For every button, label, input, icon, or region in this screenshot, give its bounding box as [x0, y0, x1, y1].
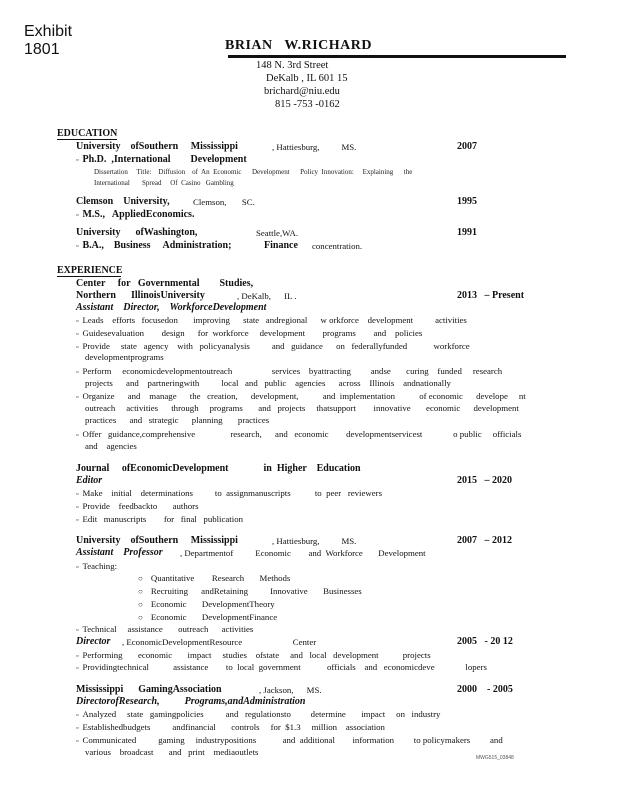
job1-bullet-4-cont: projects and partneringwith local and public agencies across Illinois andnationally — [85, 378, 451, 388]
city-line: DeKalb , IL 601 15 — [266, 73, 348, 84]
job3-title: Assistant Professor — [76, 547, 163, 558]
course-3: ○ Economic DevelopmentTheory — [138, 599, 275, 609]
job3-bullet-technical: ▫ Technical assistance outreach activities — [76, 624, 253, 634]
job1-bullet-3: ▫ Provide state agency with policyanalysis and guidance on federallyfunded workforce — [76, 341, 470, 351]
job4-title: Director — [76, 636, 111, 647]
email-address: brichard@niu.edu — [264, 86, 340, 97]
job5-bullet-3-cont: various broadcast and print mediaoutlets — [85, 747, 259, 757]
edu3-concentration: concentration. — [312, 241, 363, 251]
resume-name: BRIAN W.RICHARD — [225, 38, 372, 53]
job3-bullet-teaching: ▫ Teaching: — [76, 561, 117, 571]
exhibit-number: 1801 — [24, 41, 60, 58]
edu1-degree: ▫ Ph.D. ,International Development — [76, 154, 247, 165]
job1-bullet-2: ▫ Guidesevaluation design for workforce development programs and policies — [76, 328, 422, 338]
job5-bullet-2: ▫ Establishedbudgets andfinancial controls for $1.3 million association — [76, 722, 385, 732]
edu1-dissertation-2: International Spread Of Casino Gambling — [94, 179, 234, 187]
job1-dates: 2013 – Present — [457, 290, 525, 301]
bates-stamp: MWG515_03848 — [476, 755, 514, 761]
edu3-school: University ofWashington, — [76, 227, 198, 238]
street-address: 148 N. 3rd Street — [256, 60, 329, 71]
job1-bullet-5-cont2: practices and strategic planning practices — [85, 415, 270, 425]
job2-title: Editor — [76, 475, 103, 486]
edu2-degree: ▫ M.S., AppliedEconomics. — [76, 209, 194, 220]
job3-dates: 2007 – 2012 — [457, 535, 512, 546]
edu1-year: 2007 — [457, 141, 477, 152]
course-2: ○ Recruiting andRetaining Innovative Businesses — [138, 586, 362, 596]
job5-bullet-3: ▫ Communicated gaming industrypositions and additional information to policymakers and — [76, 735, 503, 745]
job5-location: , Jackson, MS. — [259, 685, 322, 695]
job1-bullet-1: ▫ Leads efforts focusedon improving state andregional w orkforce development activities — [76, 315, 467, 325]
job5-bullet-1: ▫ Analyzed state gamingpolicies and regulationsto determine impact on industry — [76, 709, 440, 719]
exhibit-label — [24, 23, 72, 59]
job1-location: , DeKalb, IL . — [237, 291, 297, 301]
job2-bullet-1: ▫ Make initial determinations to assignmanuscripts to peer reviewers — [76, 488, 382, 498]
job1-title: Assistant Director, WorkforceDevelopment — [76, 302, 267, 313]
name-rule — [228, 55, 566, 58]
job4-department: , EconomicDevelopmentResource Center — [122, 637, 317, 647]
experience-heading: EXPERIENCE — [57, 265, 123, 276]
job1-bullet-5-cont1: outreach activities through programs and projects thatsupport innovative economic development — [85, 403, 519, 413]
edu2-location: Clemson, SC. — [193, 197, 255, 207]
job4-dates: 2005 - 20 12 — [457, 636, 513, 647]
job3-location: , Hattiesburg, MS. — [272, 536, 357, 546]
job2-org: Journal ofEconomicDevelopment in Higher Education — [76, 463, 361, 474]
job2-bullet-3: ▫ Edit manuscripts for final publication — [76, 514, 243, 524]
job1-org-2: Northern IllinoisUniversity — [76, 290, 205, 301]
phone-number: 815 -753 -0162 — [275, 99, 340, 110]
edu3-location: Seattle,WA. — [256, 228, 299, 238]
job5-title: DirectorofResearch, Programs,andAdministration — [76, 696, 306, 707]
job5-org: Mississippi GamingAssociation — [76, 684, 222, 695]
job1-bullet-3-cont: developmentprograms — [85, 352, 164, 362]
job3-department: , Departmentof Economic and Workforce Development — [180, 548, 426, 558]
job1-bullet-6-cont: and agencies — [85, 441, 137, 451]
edu3-finance: Finance — [264, 240, 298, 251]
edu2-school: Clemson University, — [76, 196, 170, 207]
education-heading: EDUCATION — [57, 128, 118, 139]
job1-bullet-6: ▫ Offer guidance,comprehensive research, and economic developmentservicest o public officials — [76, 429, 521, 439]
exhibit-word: Exhibit — [24, 23, 73, 40]
experience-heading-underline — [57, 276, 121, 277]
job2-bullet-2: ▫ Provide feedbackto authors — [76, 501, 199, 511]
course-1: ○ Quantitative Research Methods — [138, 573, 290, 583]
course-4: ○ Economic DevelopmentFinance — [138, 612, 277, 622]
job3-org: University ofSouthern Mississippi — [76, 535, 238, 546]
job4-bullet-2: ▫ Providingtechnical assistance to local government officials and economicdeve lopers — [76, 662, 487, 672]
job4-bullet-1: ▫ Performing economic impact studies ofstate and local development projects — [76, 650, 431, 660]
edu3-year: 1991 — [457, 227, 477, 238]
edu2-year: 1995 — [457, 196, 477, 207]
job5-dates: 2000 - 2005 — [457, 684, 513, 695]
education-heading-underline — [57, 139, 117, 140]
edu1-dissertation-1: Dissertation Title: Diffusion of An Economic Development Policy Innovation: Explaining the — [94, 168, 413, 176]
edu3-degree: ▫ B.A., Business Administration; — [76, 240, 231, 251]
job2-dates: 2015 – 2020 — [457, 475, 512, 486]
job1-bullet-4: ▫ Perform economicdevelopmentoutreach services byattracting andse curing funded research — [76, 366, 502, 376]
edu1-location: , Hattiesburg, MS. — [272, 142, 357, 152]
job1-bullet-5: ▫ Organize and manage the creation, development, and implementation of economic develope nt — [76, 391, 526, 401]
job1-org-1: Center for Governmental Studies, — [76, 278, 254, 289]
edu1-school: University ofSouthern Mississippi — [76, 141, 238, 152]
